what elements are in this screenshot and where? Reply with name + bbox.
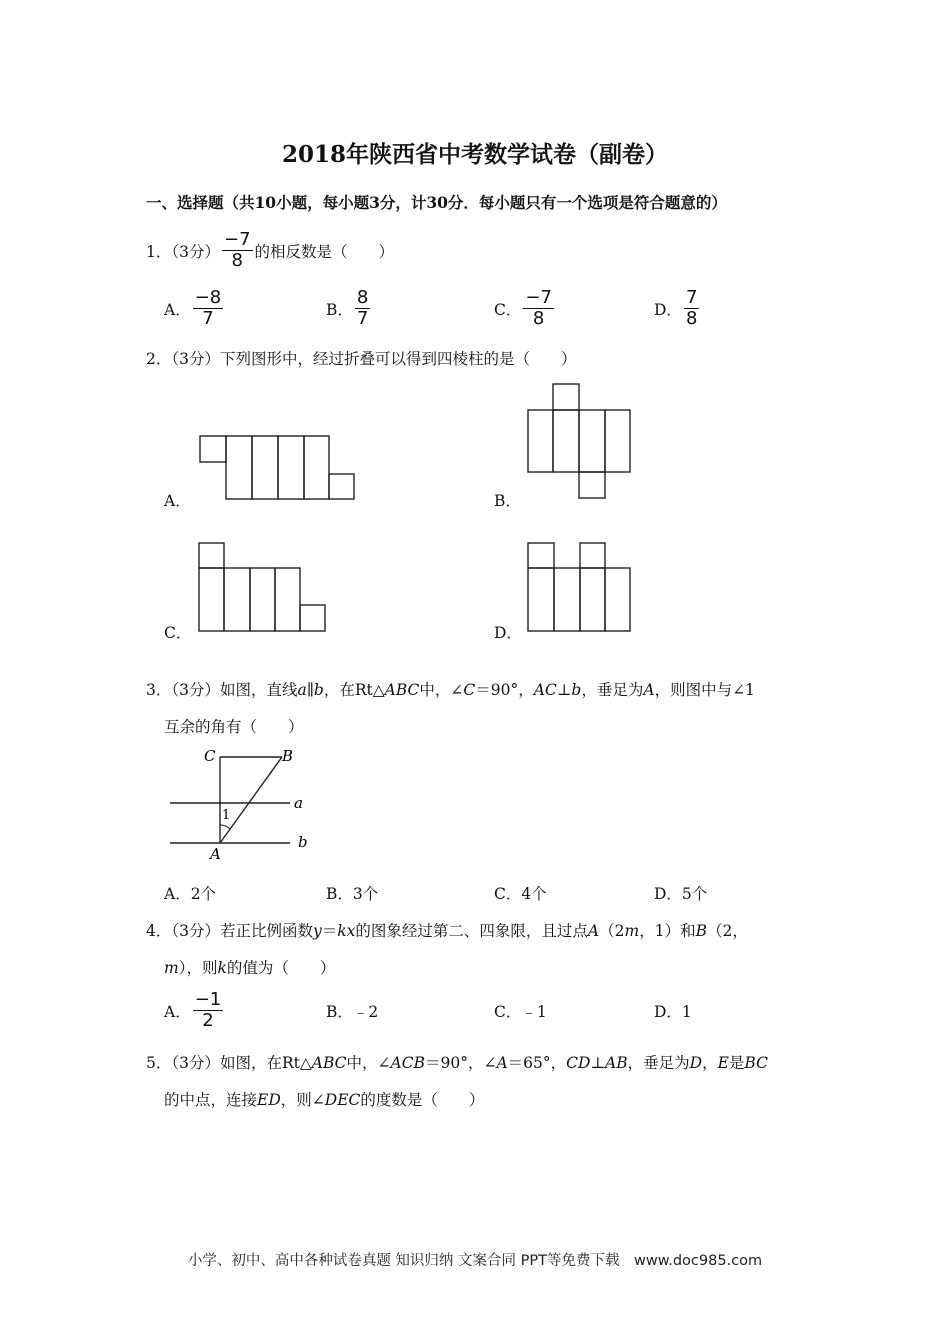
fraction-denominator: 8 (231, 250, 243, 271)
q1-option-b[interactable] (326, 288, 372, 329)
text-run: ，垂足为 (581, 681, 644, 699)
equals-sign: ＝ (321, 922, 338, 940)
fraction-numerator: −8 (194, 287, 222, 308)
question-1-fraction (222, 230, 253, 271)
var-dec: DEC (324, 1091, 361, 1109)
question-2: 2．（3分）下列图形中，经过折叠可以得到四棱柱的是（ ） (146, 350, 577, 368)
var-a: a (297, 681, 307, 699)
question-1-number: 1．（3分） (146, 242, 220, 261)
question-4-line1 (146, 919, 748, 941)
q2-label-d[interactable]: D． (494, 624, 522, 642)
text-run: 中，∠ (346, 1054, 391, 1072)
label-b-point: B (282, 747, 294, 765)
question-1 (146, 230, 394, 271)
text-run: （2 (599, 922, 625, 940)
var-abc: ABC (311, 1054, 347, 1072)
text-run: ＝65°， (507, 1054, 567, 1072)
var-a-point: A (496, 1054, 508, 1072)
option-label: A． (164, 1002, 191, 1021)
q2-label-b[interactable]: B． (494, 492, 521, 510)
var-m: m (164, 959, 179, 977)
var-c: C (463, 681, 476, 699)
var-b: b (571, 681, 582, 699)
fraction-numerator: −7 (223, 229, 251, 250)
perp-symbol: ⊥ (556, 681, 572, 699)
text-run: ，垂足为 (627, 1054, 690, 1072)
label-line-b: b (298, 833, 308, 851)
var-y: y (312, 922, 322, 940)
net-figure-c (196, 541, 328, 635)
text-run: 3．（3分）如图，直线 (146, 681, 298, 699)
question-1-tail: 的相反数是（ ） (254, 242, 395, 261)
var-ac: AC (533, 681, 557, 699)
question-5-line2 (164, 1088, 484, 1110)
option-fraction (193, 990, 224, 1031)
q3-option-c[interactable]: C．4个 (494, 885, 547, 903)
var-a-point: A (643, 681, 655, 699)
text-run: 5．（3分）如图，在Rt△ (146, 1054, 312, 1072)
fraction-denominator: 8 (685, 308, 698, 329)
q1-option-a[interactable] (164, 288, 225, 329)
var-k: k (217, 959, 227, 977)
q4-option-d[interactable]: D．1 (654, 1003, 692, 1021)
q4-option-a[interactable] (164, 990, 225, 1031)
parallel-symbol: ∥ (306, 681, 314, 699)
label-c: C (204, 747, 216, 765)
fraction-numerator: 8 (356, 287, 369, 308)
perp-symbol: ⊥ (590, 1054, 606, 1072)
label-a-point: A (210, 845, 221, 863)
q4-option-b[interactable]: B．﹣2 (326, 1003, 379, 1021)
text-run: ， (702, 1054, 718, 1072)
option-fraction (684, 288, 699, 329)
label-angle-1: 1 (222, 808, 231, 823)
net-figure-a (198, 434, 358, 504)
net-figure-d (526, 541, 634, 635)
text-run: ，则∠ (280, 1091, 325, 1109)
question-5-line1 (146, 1051, 768, 1073)
text-run: 中，∠ (419, 681, 464, 699)
q1-option-d[interactable] (654, 288, 701, 329)
text-run: ＝90°， (475, 681, 534, 699)
option-fraction (193, 288, 224, 329)
text-run: 是 (728, 1054, 745, 1072)
var-bc: BC (744, 1054, 768, 1072)
var-d: D (689, 1054, 703, 1072)
text-run: ＝90°，∠ (424, 1054, 497, 1072)
q2-label-c[interactable]: C． (164, 624, 192, 642)
q3-option-b[interactable]: B．3个 (326, 885, 379, 903)
question-4-line2 (164, 956, 335, 978)
option-label: D． (654, 300, 682, 319)
q3-figure (164, 745, 324, 865)
var-abc: ABC (384, 681, 420, 699)
option-fraction (523, 288, 554, 329)
option-label: A． (164, 300, 191, 319)
text-run: 4．（3分）若正比例函数 (146, 922, 313, 940)
var-acb: ACB (390, 1054, 425, 1072)
text-run: 的中点，连接 (164, 1091, 258, 1109)
q3-option-d[interactable]: D．5个 (654, 885, 708, 903)
fraction-numerator: 7 (685, 287, 698, 308)
var-b-point: B (695, 922, 707, 940)
text-run: 的值为（ ） (226, 959, 336, 977)
var-a-point: A (587, 922, 600, 940)
q4-option-c[interactable]: C．﹣1 (494, 1003, 547, 1021)
question-3-line2: 互余的角有（ ） (164, 718, 304, 736)
page-title: 2018年陕西省中考数学试卷（副卷） (281, 141, 668, 168)
section-heading: 一、选择题（共10小题，每小题3分，计30分．每小题只有一个选项是符合题意的） (146, 193, 727, 212)
text-run: ，1）和 (639, 922, 696, 940)
fraction-numerator: −1 (194, 989, 222, 1010)
question-3-line1 (146, 678, 755, 700)
var-ed: ED (257, 1091, 281, 1109)
text-run: ，在Rt△ (323, 681, 385, 699)
q3-option-a[interactable]: A．2个 (164, 885, 217, 903)
footer-text: 小学、初中、高中各种试卷真题 知识归纳 文案合同 PPT等免费下载 www.doc985.com (187, 1253, 763, 1269)
label-line-a: a (294, 794, 303, 812)
fraction-denominator: 8 (532, 308, 545, 329)
fraction-denominator: 2 (202, 1010, 214, 1031)
text-run: ），则 (178, 959, 218, 977)
fraction-denominator: 7 (356, 308, 369, 329)
text-run: ，则图中与∠1 (654, 681, 755, 699)
net-figure-b (526, 382, 634, 502)
option-fraction (355, 288, 370, 329)
option-label: C． (494, 300, 522, 319)
text-run: 的度数是（ ） (360, 1091, 485, 1109)
text-run: （2， (706, 922, 748, 940)
var-m: m (624, 922, 640, 940)
fraction-denominator: 7 (202, 308, 214, 329)
q2-label-a[interactable]: A． (164, 492, 191, 510)
q1-option-c[interactable] (494, 288, 556, 329)
var-cd: CD (566, 1054, 591, 1072)
text-run: 的图象经过第二、四象限，且过点 (355, 922, 588, 940)
var-b: b (313, 681, 324, 699)
var-e: E (717, 1054, 729, 1072)
fraction-numerator: −7 (525, 287, 552, 308)
var-ab: AB (605, 1054, 628, 1072)
var-kx: kx (337, 922, 356, 940)
option-label: B． (326, 300, 353, 319)
